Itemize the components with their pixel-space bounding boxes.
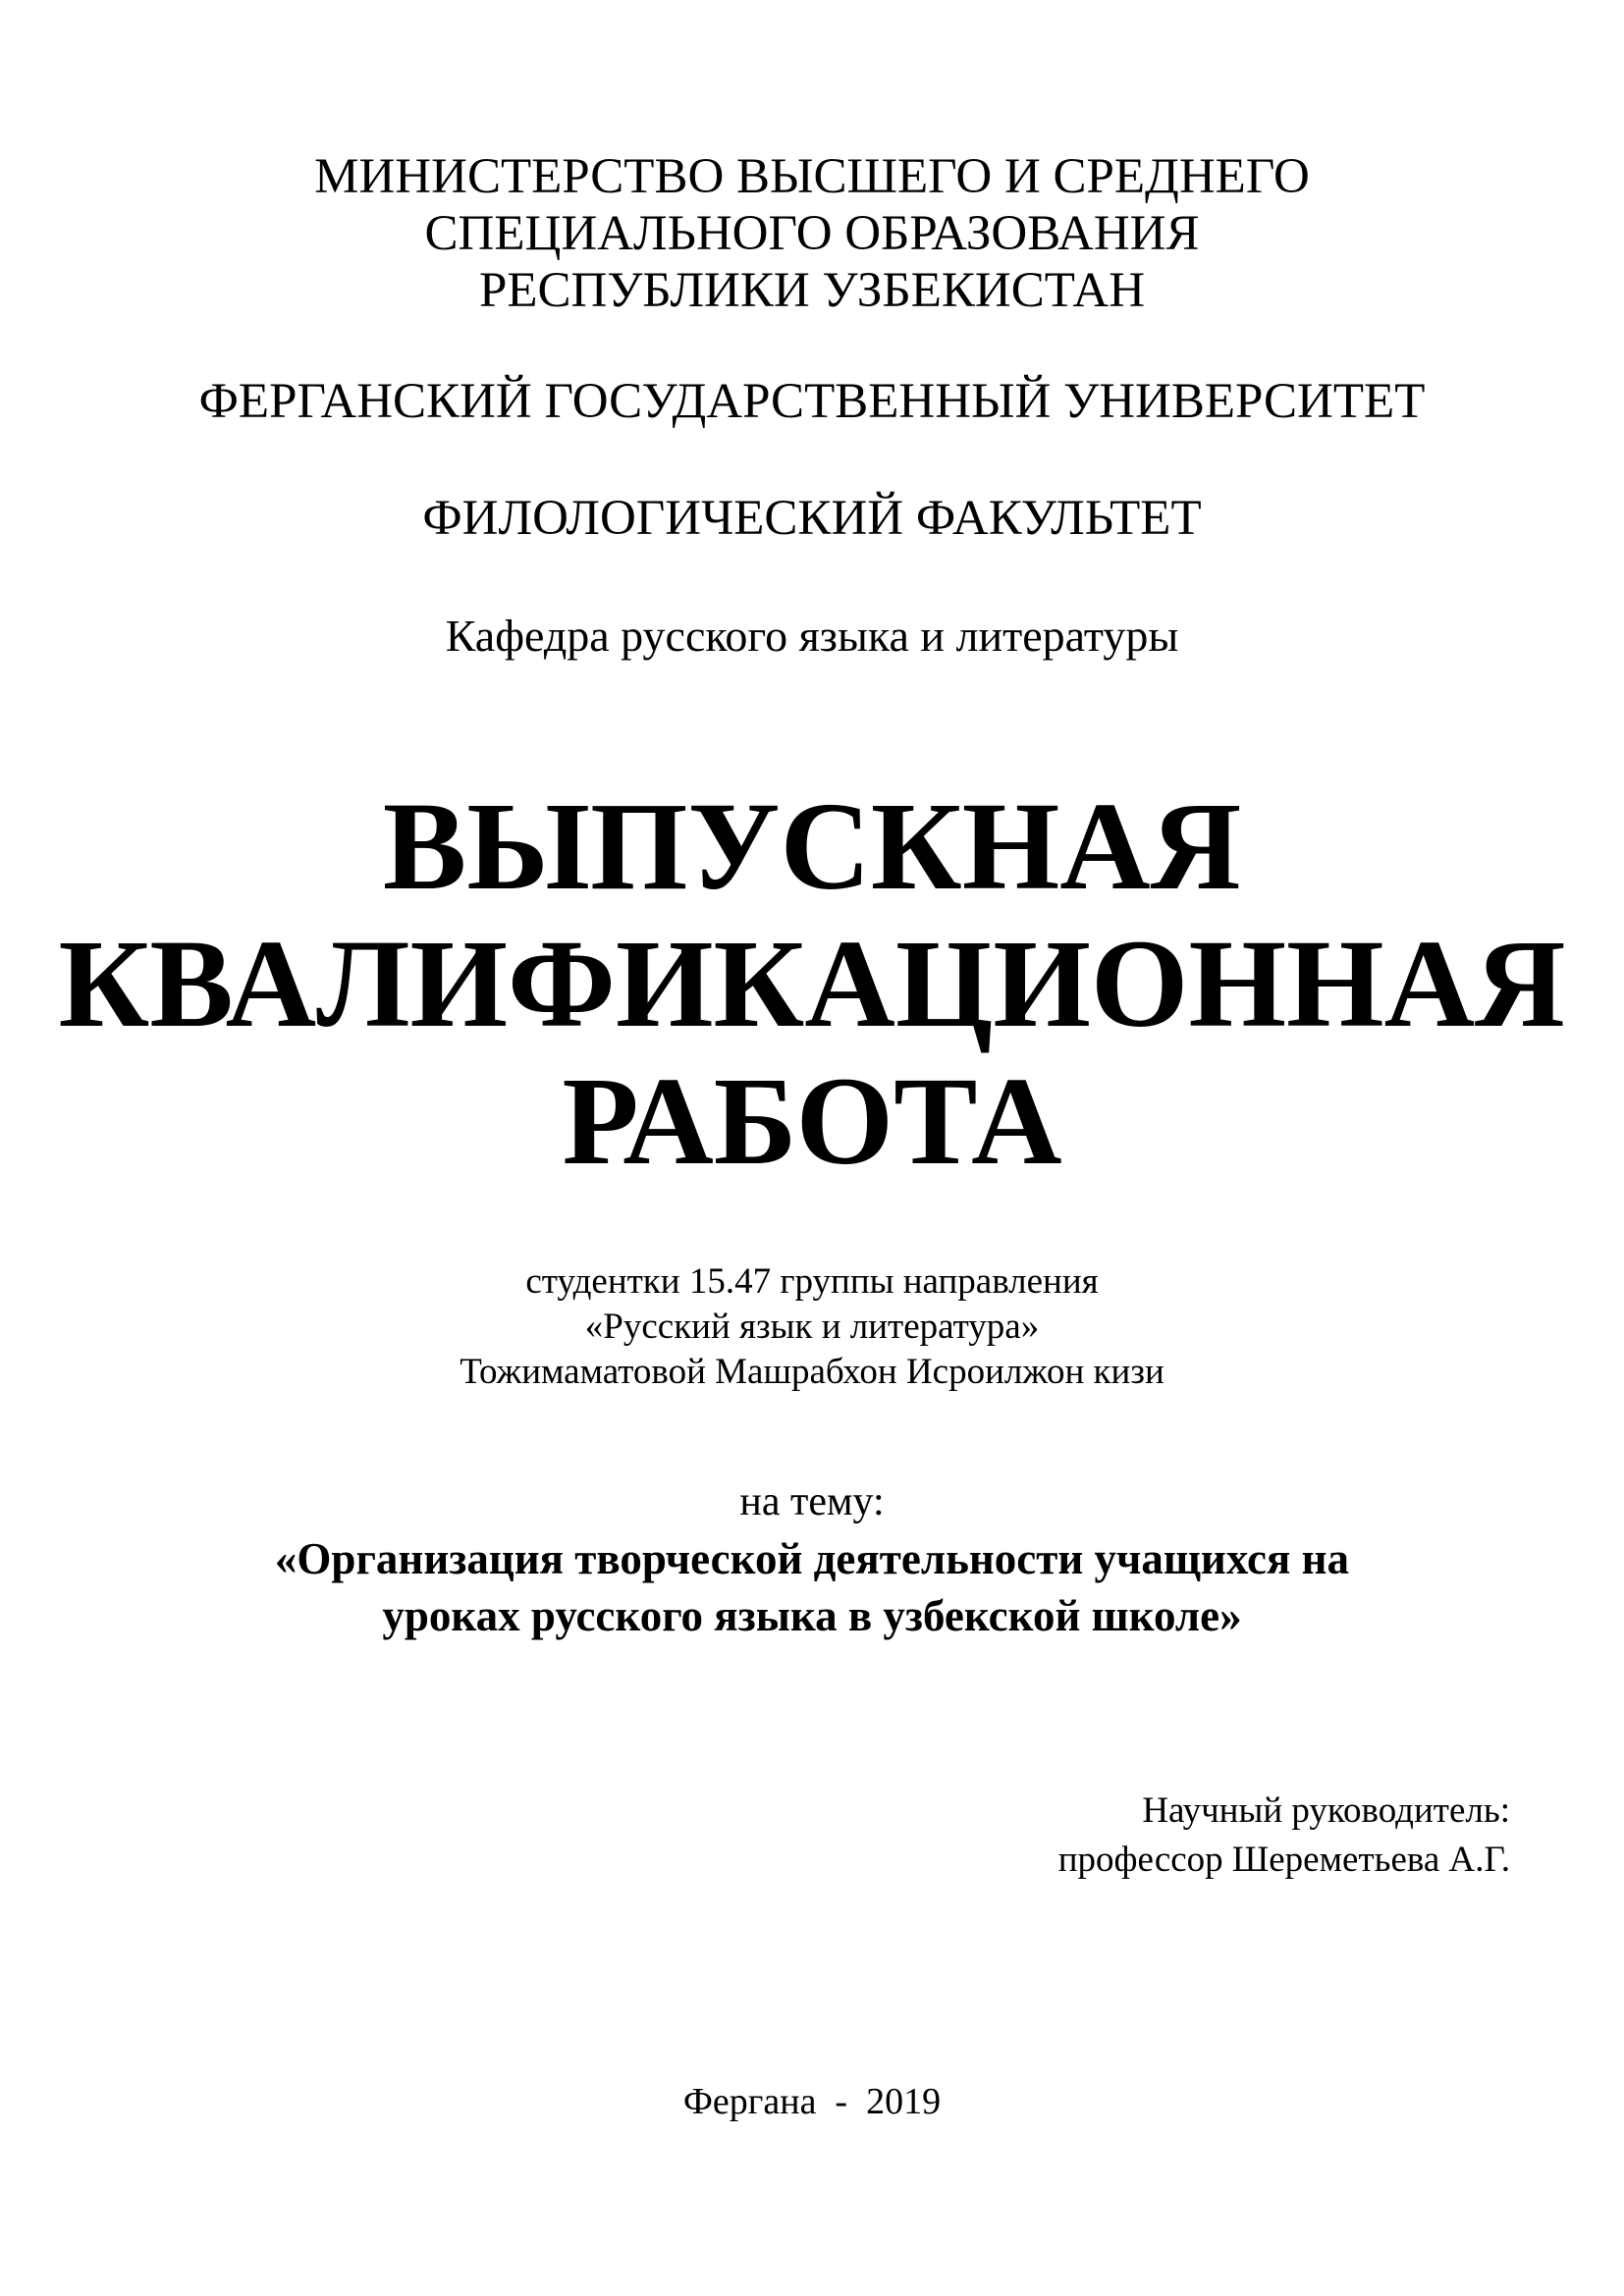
supervisor-label: Научный руководитель: [1142, 1790, 1510, 1831]
work-title-line-1: ВЫПУСКНАЯ [382, 776, 1242, 916]
work-title-line-2: КВАЛИФИКАЦИОННАЯ [58, 914, 1566, 1053]
ministry-line-3: РЕСПУБЛИКИ УЗБЕКИСТАН [478, 263, 1146, 318]
ministry-line-2: СПЕЦИАЛЬНОГО ОБРАЗОВАНИЯ [424, 206, 1200, 261]
student-line-1: студентки 15.47 группы направления [525, 1261, 1099, 1302]
topic-line-2: уроках русского языка в узбекской школе» [382, 1591, 1242, 1640]
student-line-2: «Русский язык и литература» [584, 1307, 1040, 1347]
ministry-line-1: МИНИСТЕРСТВО ВЫСШЕГО И СРЕДНЕГО [314, 149, 1310, 204]
topic-label: на тему: [739, 1479, 885, 1524]
department-name: Кафедра русского языка и литературы [445, 611, 1179, 661]
university-name: ФЕРГАНСКИЙ ГОСУДАРСТВЕННЫЙ УНИВЕРСИТЕТ [198, 374, 1426, 429]
faculty-name: ФИЛОЛОГИЧЕСКИЙ ФАКУЛЬТЕТ [422, 491, 1202, 546]
student-line-3: Тожимаматовой Машрабхон Исроилжон кизи [460, 1352, 1164, 1392]
work-title-line-3: РАБОТА [562, 1051, 1062, 1191]
city-year: Фергана - 2019 [682, 2081, 942, 2122]
supervisor-name: профессор Шереметьева А.Г. [1057, 1840, 1510, 1880]
topic-line-1: «Организация творческой деятельности учащихся на [274, 1534, 1350, 1583]
